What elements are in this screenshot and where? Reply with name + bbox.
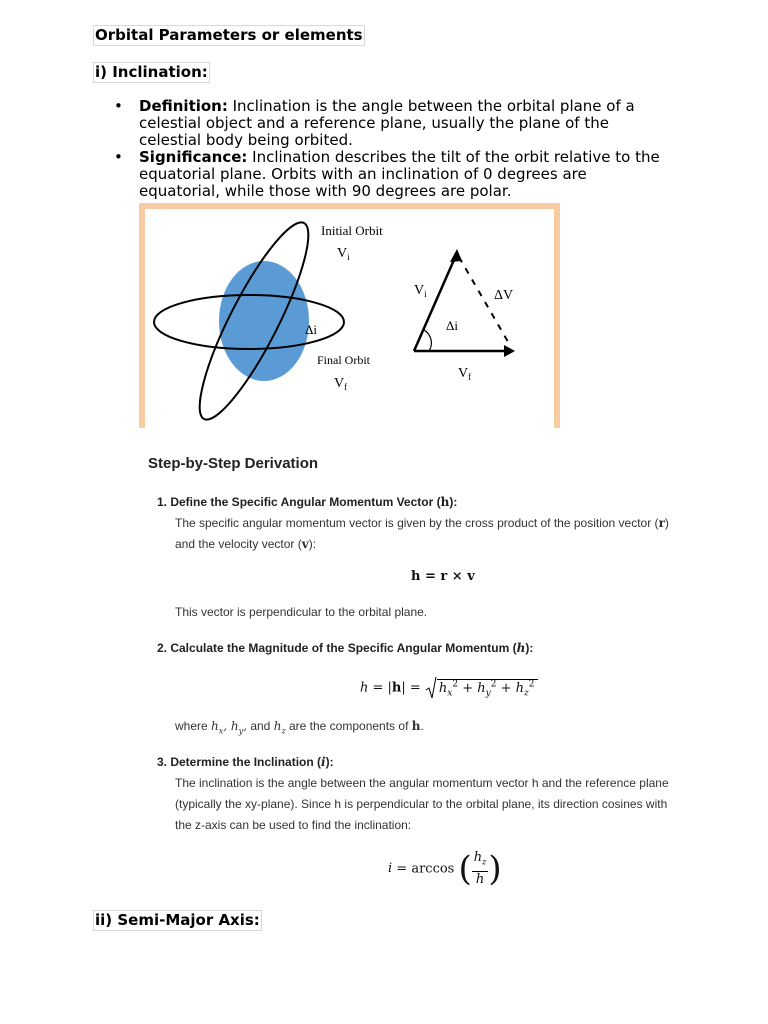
sqrt-icon — [425, 676, 437, 700]
section-heading-semi-major-axis: ii) Semi-Major Axis: — [95, 911, 260, 929]
orbit-figure — [145, 209, 554, 428]
derivation-heading: Step-by-Step Derivation — [148, 455, 319, 472]
significance-text: Inclination describes the tilt of the orbit relative to the equatorial plane. Orbits with an inclination of 0 degrees are equatorial, while those with 90 degrees are polar. — [139, 148, 660, 200]
step3-line2: (typically the xy-plane). Since h is perpendicular to the orbital plane, its direction cosines with — [175, 797, 668, 811]
initial-orbit-label: Initial Orbit — [321, 223, 383, 238]
step1-line1: The specific angular momentum vector is given by the cross product of the position vector (r) — [175, 516, 669, 530]
step3-line1: The inclination is the angle between the angular momentum vector h and the reference plane — [175, 776, 669, 790]
bullet-icon: • — [114, 148, 123, 166]
orbit-figure-frame — [139, 203, 560, 428]
list-item — [108, 98, 668, 149]
document-title: Orbital Parameters or elements — [95, 26, 363, 44]
step2-title: 2. Calculate the Magnitude of the Specific Angular Momentum (h): — [157, 641, 534, 655]
vf-label: $V_f$ — [334, 376, 348, 392]
vi-right-label: $V_i$ — [414, 283, 427, 299]
bullet-list — [108, 98, 668, 200]
final-orbit-label: Final Orbit — [317, 353, 370, 367]
section-heading-inclination: i) Inclination: — [95, 63, 208, 81]
equation-magnitude: $h = |h| = h_x^2 + h_y^2 + h_z^2$ — [360, 676, 538, 700]
vi-label: $V_i$ — [337, 246, 350, 262]
equation-h-cross: h = r × v — [411, 569, 475, 584]
step3-line3: the z-axis can be used to find the inclination: — [175, 818, 412, 832]
vf-arrowhead-icon — [504, 345, 515, 357]
step1-note: This vector is perpendicular to the orbital plane. — [175, 605, 428, 619]
delta-v-label: ΔV — [494, 288, 514, 303]
equation-inclination: i = arccos ( $\frac{h_z}{h}$ ) — [388, 848, 502, 889]
angle-arc — [424, 330, 431, 351]
step2-note: where $h_x$, $h_y$, and $h_z$ are the components of h. — [175, 719, 424, 736]
vf-right-label: $V_f$ — [458, 366, 472, 382]
delta-i-right-label: Δi — [446, 318, 458, 333]
step1-line2: and the velocity vector (v): — [175, 537, 317, 551]
step1-title: 1. Define the Specific Angular Momentum Vector (h): — [157, 495, 458, 509]
bullet-icon: • — [114, 97, 123, 115]
orbit-diagram — [145, 209, 554, 428]
definition-text: Inclination is the angle between the orbital plane of a celestial object and a reference plane, usually the plane of the celestial body being orbited. — [139, 97, 635, 149]
step3-title: 3. Determine the Inclination (i): — [157, 755, 334, 769]
list-item — [108, 149, 668, 200]
definition-label: Definition: — [139, 97, 228, 115]
planet-icon — [219, 261, 309, 381]
delta-i-label: Δi — [305, 322, 317, 337]
significance-label: Significance: — [139, 148, 248, 166]
vi-vector — [414, 253, 457, 351]
